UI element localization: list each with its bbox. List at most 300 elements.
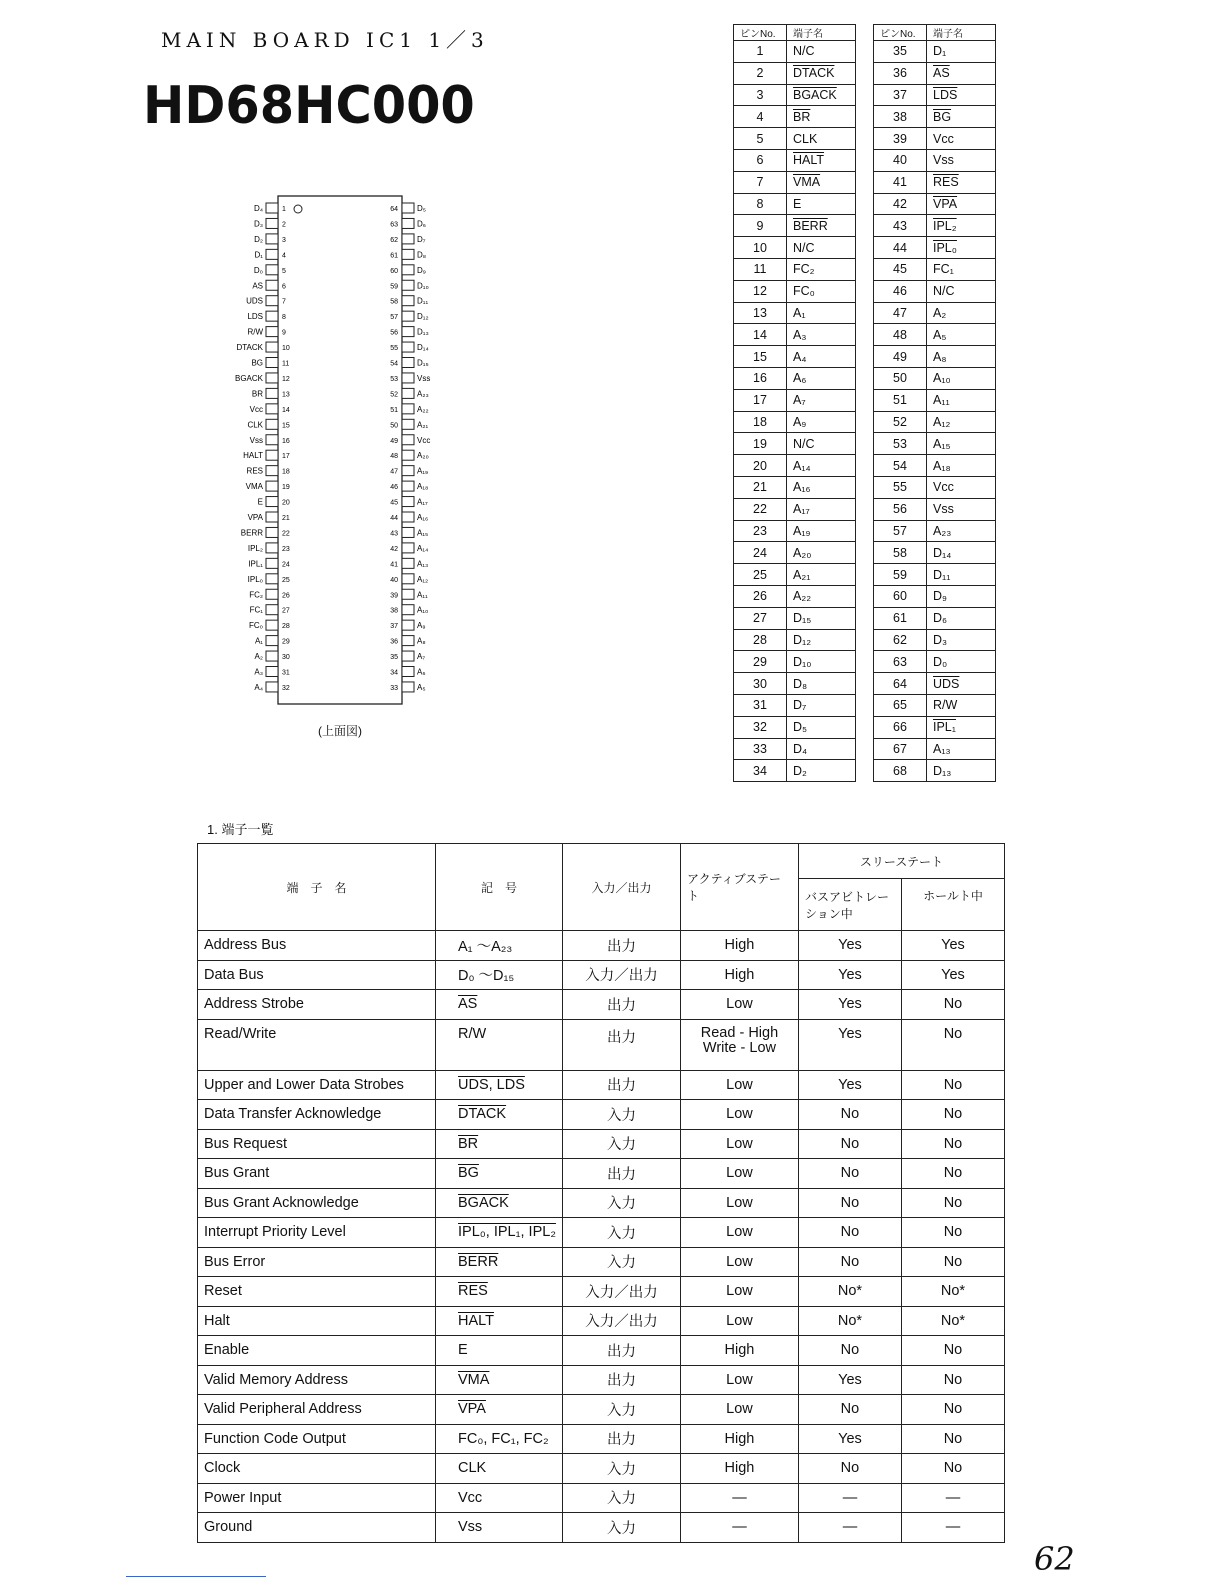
pin-name: DTACK: [787, 62, 856, 84]
pin-signal-label: A₁₂: [417, 574, 429, 584]
pin-signal-label: D₁₃: [417, 327, 429, 337]
pin-number-label: 6: [282, 283, 286, 291]
pin-number: 15: [734, 346, 787, 368]
pin-number: 14: [734, 324, 787, 346]
footer-link-line: [126, 1576, 266, 1577]
pin-signal-label: A₁₀: [417, 605, 429, 615]
signal-halt: No: [901, 1129, 1004, 1159]
signal-io: 入力: [562, 1218, 680, 1248]
signal-symbol: $\overline{VMA}$: [436, 1365, 563, 1395]
signal-bus-arbitration: —: [798, 1483, 901, 1513]
signal-symbol: R/W: [436, 1019, 563, 1070]
pin-name: $\overline{BR}$: [787, 106, 856, 128]
signal-active-state: Low: [680, 1188, 798, 1218]
pin-name: D₀: [927, 651, 996, 673]
signal-halt: No: [901, 1218, 1004, 1248]
signal-name: Read/Write: [198, 1019, 436, 1070]
signal-symbol: BERR: [436, 1247, 563, 1277]
pin-no-header: ピンNo.: [734, 25, 787, 41]
signal-name: Bus Grant Acknowledge: [198, 1188, 436, 1218]
pin-number-label: 59: [390, 283, 398, 291]
signal-active-state: Low: [680, 1159, 798, 1189]
pin-name: $\overline{RES}$: [927, 171, 996, 193]
signal-active-state: Low: [680, 990, 798, 1020]
pin-name: D₁₃: [927, 760, 996, 782]
signal-symbol: DTACK: [436, 1100, 563, 1130]
signal-bus-arbitration: No: [798, 1100, 901, 1130]
signal-row: [198, 1100, 1005, 1130]
pin-number: 50: [874, 367, 927, 389]
pin-number: 38: [874, 106, 927, 128]
pin-number-label: 43: [390, 530, 398, 538]
signal-symbol: $\overline{RES}$: [436, 1277, 563, 1307]
pin-number-label: 16: [282, 437, 290, 445]
pin-row: [734, 520, 856, 542]
signal-halt: No: [901, 1247, 1004, 1277]
pin-number-label: 42: [390, 545, 398, 553]
pin-number-label: 46: [390, 484, 398, 492]
pin-number: 46: [874, 280, 927, 302]
pin-row: [734, 280, 856, 302]
pin-number: 36: [874, 62, 927, 84]
signal-bus-arbitration: No: [798, 1159, 901, 1189]
pin-pad: [402, 388, 414, 398]
pin-number-label: 21: [282, 515, 290, 522]
signal-active-state: High: [680, 960, 798, 990]
signal-name: Clock: [198, 1454, 436, 1484]
pin-number-label: 27: [282, 607, 290, 615]
pin-pad: [266, 265, 278, 275]
pin-name: A₂₂: [787, 585, 856, 607]
signal-io: 入力: [562, 1513, 680, 1543]
pin-number: 9: [734, 215, 787, 237]
pin-row: [874, 455, 996, 477]
pin-number: 12: [734, 280, 787, 302]
pin-row: [734, 629, 856, 651]
pin-name: A₁₆: [787, 476, 856, 498]
pin-pad: [266, 481, 278, 491]
pin-pad: [402, 249, 414, 259]
pin-number: 61: [874, 607, 927, 629]
pin-number-label: 5: [282, 267, 286, 275]
signal-halt: No: [901, 1100, 1004, 1130]
pin-signal-label: D₅: [417, 204, 426, 213]
signal-io: 出力: [562, 1336, 680, 1366]
signal-halt: No: [901, 1365, 1004, 1395]
pin-pad: [402, 605, 414, 615]
pin-row: [734, 84, 856, 106]
pin-signal-label: A₂₂: [417, 404, 429, 414]
pin-pad: [402, 450, 414, 460]
pin-signal-label: D₂: [254, 234, 263, 244]
signal-bus-arbitration: No: [798, 1395, 901, 1425]
signal-active-state: Low: [680, 1395, 798, 1425]
pin-name: $\overline{UDS}$: [927, 673, 996, 695]
pin-number: 13: [734, 302, 787, 324]
signal-bus-arbitration: No: [798, 1336, 901, 1366]
pin-row: [874, 258, 996, 280]
pin-name: E: [787, 193, 856, 215]
pin-signal-label: IPL₀: [247, 574, 263, 584]
signal-active-state: High: [680, 1424, 798, 1454]
signal-bus-arbitration: No: [798, 1247, 901, 1277]
pin-number-label: 35: [390, 654, 398, 662]
pin-row: [874, 280, 996, 302]
pin-row: [874, 498, 996, 520]
signal-io: 出力: [562, 1019, 680, 1070]
pin-name: A₁₁: [927, 389, 996, 411]
section-title: 1. 端子一覧: [207, 822, 274, 837]
pin-row: [874, 346, 996, 368]
pin-row: [734, 651, 856, 673]
pin-number-label: 7: [282, 298, 286, 306]
signal-active-state: Low: [680, 1306, 798, 1336]
pin-row: [874, 520, 996, 542]
signal-halt: No*: [901, 1277, 1004, 1307]
signal-row: [198, 1129, 1005, 1159]
pin-signal-label: A₂₃: [417, 389, 429, 399]
pin-row: [874, 193, 996, 215]
signal-row: [198, 1070, 1005, 1100]
pin-pad: [402, 296, 414, 306]
pin-pad: [266, 435, 278, 445]
pin-pad: [266, 358, 278, 368]
pin-name: D₁₁: [927, 564, 996, 586]
pin-pad: [266, 636, 278, 646]
pin-name: $\overline{LDS}$: [927, 84, 996, 106]
pin-number: 45: [874, 258, 927, 280]
pin-name: A₃: [787, 324, 856, 346]
pin-name: D₂: [787, 760, 856, 782]
pin-number: 29: [734, 651, 787, 673]
pin-number-label: 52: [390, 391, 398, 399]
pin-row: [874, 651, 996, 673]
pin-name: D₁₂: [787, 629, 856, 651]
pin-name: A₁₃: [927, 738, 996, 760]
pin-row: [874, 760, 996, 782]
pin-row: [734, 498, 856, 520]
pin-name: A₂₁: [787, 564, 856, 586]
pin-name: FC₁: [927, 258, 996, 280]
pin-signal-label: R/W: [247, 327, 263, 337]
pin-row: [874, 389, 996, 411]
pin-pad: [266, 667, 278, 677]
pin-signal-label: D₄: [253, 204, 263, 213]
signal-symbol: E: [436, 1336, 563, 1366]
signal-halt: No: [901, 1454, 1004, 1484]
pin-pad: [402, 651, 414, 661]
pin-row: [874, 411, 996, 433]
pin-name: Vcc: [927, 128, 996, 150]
pin-row: [874, 694, 996, 716]
pin-number: 8: [734, 193, 787, 215]
pin-row: [734, 455, 856, 477]
pin-row: [874, 106, 996, 128]
pin-pad: [266, 558, 278, 568]
signal-name: Power Input: [198, 1483, 436, 1513]
pin-signal-label: A₈: [417, 636, 426, 646]
pin-name: D₃: [927, 629, 996, 651]
pin-name: A₁₂: [927, 411, 996, 433]
pin-pad: [402, 311, 414, 321]
pin-name: A₂₃: [927, 520, 996, 542]
pin-number-label: 48: [390, 453, 398, 461]
signal-halt: —: [901, 1483, 1004, 1513]
pin-number-label: 28: [282, 623, 290, 631]
signal-io: 入力: [562, 1188, 680, 1218]
signal-io: 入力／出力: [562, 1277, 680, 1307]
signal-halt: No: [901, 1159, 1004, 1189]
pin-number: 18: [734, 411, 787, 433]
pin-signal-label: CLK: [247, 420, 263, 430]
pin-row: [874, 564, 996, 586]
pin-number-label: 11: [282, 360, 290, 368]
pin-signal-label: A₁₇: [417, 497, 428, 507]
pin-name: BGACK: [787, 84, 856, 106]
pin-signal-label: D₁₄: [417, 343, 429, 353]
pin-signal-label: A₁₆: [417, 513, 429, 522]
pin-row: [734, 193, 856, 215]
signal-io: 出力: [562, 1365, 680, 1395]
pin-row: [734, 585, 856, 607]
pin-signal-label: UDS: [246, 296, 263, 306]
pin-row: [874, 237, 996, 259]
pin-row: [874, 673, 996, 695]
pin-number-label: 41: [390, 561, 398, 569]
pin-number: 23: [734, 520, 787, 542]
pin-row: [734, 694, 856, 716]
pin-number-label: 33: [390, 684, 398, 692]
signal-bus-arbitration: No: [798, 1129, 901, 1159]
pin-name: IPL₁: [927, 716, 996, 738]
pin-signal-label: D₆: [417, 219, 427, 229]
pin-pad: [402, 419, 414, 429]
signal-name: Valid Memory Address: [198, 1365, 436, 1395]
pin-signal-label: IPL₂: [247, 543, 263, 553]
pin-number-label: 19: [282, 484, 290, 492]
pin-row: [874, 738, 996, 760]
pin-pad: [266, 388, 278, 398]
pin-number-label: 3: [282, 236, 286, 244]
pin-row: [734, 607, 856, 629]
pin-number: 16: [734, 367, 787, 389]
signal-active-state: High: [680, 1454, 798, 1484]
signal-halt: No: [901, 1336, 1004, 1366]
signal-symbol: HALT: [436, 1306, 563, 1336]
pin-pad: [266, 296, 278, 306]
pin-name: N/C: [787, 433, 856, 455]
signal-halt: No*: [901, 1306, 1004, 1336]
pin-number: 3: [734, 84, 787, 106]
pin-number: 65: [874, 694, 927, 716]
pin-signal-label: D₁₁: [417, 296, 429, 306]
signal-symbol: Vcc: [436, 1483, 563, 1513]
pin-name: Vss: [927, 498, 996, 520]
signal-bus-arbitration: Yes: [798, 990, 901, 1020]
pin-signal-label: A₆: [417, 667, 426, 677]
pin-pad: [266, 527, 278, 537]
pin-row: [874, 62, 996, 84]
signal-io: 出力: [562, 931, 680, 961]
pin-signal-label: Vcc: [249, 404, 263, 414]
pin-row: [874, 367, 996, 389]
pin-row: [874, 433, 996, 455]
pin-pad: [402, 497, 414, 507]
pin-number: 47: [874, 302, 927, 324]
pin-number: 26: [734, 585, 787, 607]
pin-number-label: 53: [390, 375, 398, 383]
pin-number-label: 39: [390, 592, 398, 600]
pin-row: [734, 738, 856, 760]
pin-name: $\overline{VMA}$: [787, 171, 856, 193]
pin-name: $\overline{AS}$: [927, 62, 996, 84]
pin-number: 49: [874, 346, 927, 368]
pin-signal-label: A₁₁: [417, 590, 428, 600]
signal-symbol: $\overline{BR}$: [436, 1129, 563, 1159]
signal-row: [198, 1454, 1005, 1484]
pin-number: 2: [734, 62, 787, 84]
pin-number: 51: [874, 389, 927, 411]
pin-signal-label: A₂₁: [417, 420, 429, 430]
pin-number: 40: [874, 149, 927, 171]
pin-row: [734, 128, 856, 150]
pin-pad: [266, 543, 278, 553]
signal-active-state: —: [680, 1483, 798, 1513]
pin-pad: [402, 512, 414, 522]
pin-signal-label: D₉: [417, 265, 426, 275]
pin-number-label: 56: [390, 329, 398, 337]
pin-row: [874, 542, 996, 564]
pin-row: [734, 476, 856, 498]
signal-row: [198, 1218, 1005, 1248]
signal-row: [198, 1247, 1005, 1277]
pin-number-label: 62: [390, 236, 398, 244]
pin-pad: [402, 667, 414, 677]
signal-active-state: Low: [680, 1218, 798, 1248]
pin-number: 57: [874, 520, 927, 542]
pin-pad: [402, 218, 414, 228]
pin-number-label: 9: [282, 329, 286, 337]
signal-name: Bus Request: [198, 1129, 436, 1159]
pin-number: 52: [874, 411, 927, 433]
pin-signal-label: A₁₃: [417, 559, 429, 569]
signal-bus-arbitration: No*: [798, 1277, 901, 1307]
signal-name: Address Bus: [198, 931, 436, 961]
pin-signal-label: D₀: [253, 265, 263, 275]
signal-symbol: A₁ ～A₂₃: [436, 931, 563, 961]
pin-number: 60: [874, 585, 927, 607]
pin-pad: [266, 497, 278, 507]
signal-name: Data Transfer Acknowledge: [198, 1100, 436, 1130]
pin-name: A₈: [927, 346, 996, 368]
header-symbol: 記 号: [436, 844, 563, 931]
pin-pad: [266, 373, 278, 383]
pin-signal-label: E: [257, 497, 263, 507]
pin-number-label: 10: [282, 345, 290, 353]
signal-halt: No: [901, 1424, 1004, 1454]
signal-bus-arbitration: Yes: [798, 960, 901, 990]
pin-row: [874, 128, 996, 150]
pin-signal-label: RES: [246, 466, 263, 476]
pin-pad: [266, 605, 278, 615]
pin-number-label: 54: [390, 360, 398, 368]
pin-number-label: 44: [390, 515, 398, 522]
pin-name: A₂₀: [787, 542, 856, 564]
signal-symbol: CLK: [436, 1454, 563, 1484]
pin-signal-label: A₂₀: [417, 451, 429, 461]
pin-pad: [402, 234, 414, 244]
header-halt: ホールト中: [901, 879, 1004, 931]
signal-name: Interrupt Priority Level: [198, 1218, 436, 1248]
pin-row: [874, 607, 996, 629]
pin-name-header: 端子名: [787, 25, 856, 41]
pin-number-label: 60: [390, 267, 398, 275]
pin-row: [734, 673, 856, 695]
pin-pad: [402, 543, 414, 553]
signal-bus-arbitration: No: [798, 1188, 901, 1218]
signal-row: [198, 990, 1005, 1020]
pin-signal-label: A₅: [417, 682, 426, 692]
pin-number: 5: [734, 128, 787, 150]
pin-name: D₅: [787, 716, 856, 738]
pin-signal-label: BERR: [240, 528, 263, 538]
pin-pad: [266, 589, 278, 599]
pin-number: 24: [734, 542, 787, 564]
pin-pad: [266, 574, 278, 584]
pin-number: 63: [874, 651, 927, 673]
signal-active-state: Low: [680, 1277, 798, 1307]
pin-pad: [266, 466, 278, 476]
pin-number: 10: [734, 237, 787, 259]
pin-pad: [266, 682, 278, 692]
pin-name: N/C: [927, 280, 996, 302]
pin-number-label: 50: [390, 422, 398, 430]
header-name: 端 子 名: [198, 844, 436, 931]
pin-name: A₂: [927, 302, 996, 324]
signal-bus-arbitration: Yes: [798, 1424, 901, 1454]
pin-number-label: 2: [282, 221, 286, 229]
pin-pad: [266, 327, 278, 337]
pin-signal-label: A₁₉: [417, 466, 429, 476]
pin-signal-label: AS: [252, 281, 263, 291]
signal-bus-arbitration: Yes: [798, 1019, 901, 1070]
signal-row: [198, 1277, 1005, 1307]
signal-symbol: $\overline{AS}$: [436, 990, 563, 1020]
signal-name: Function Code Output: [198, 1424, 436, 1454]
pin-signal-label: BR: [251, 389, 263, 399]
pin-signal-label: BG: [251, 358, 263, 368]
pin-number-label: 4: [282, 252, 286, 260]
signal-io: 入力／出力: [562, 1306, 680, 1336]
pin-number: 34: [734, 760, 787, 782]
pin-table-right: [873, 24, 996, 782]
signal-row: [198, 931, 1005, 961]
pin-row: [874, 302, 996, 324]
pin-pad: [266, 450, 278, 460]
pin-name: D₉: [927, 585, 996, 607]
pin-signal-label: A₁₅: [417, 528, 429, 538]
pin-pad: [266, 404, 278, 414]
signal-row: [198, 1336, 1005, 1366]
pin-name: IPL₂: [927, 215, 996, 237]
pin-pad: [402, 682, 414, 692]
pin-signal-label: A₄: [254, 682, 263, 692]
pin-row: [734, 237, 856, 259]
pin-pad: [402, 558, 414, 568]
pin-number: 66: [874, 716, 927, 738]
pin-number-label: 45: [390, 499, 398, 507]
pin-name: A₁: [787, 302, 856, 324]
